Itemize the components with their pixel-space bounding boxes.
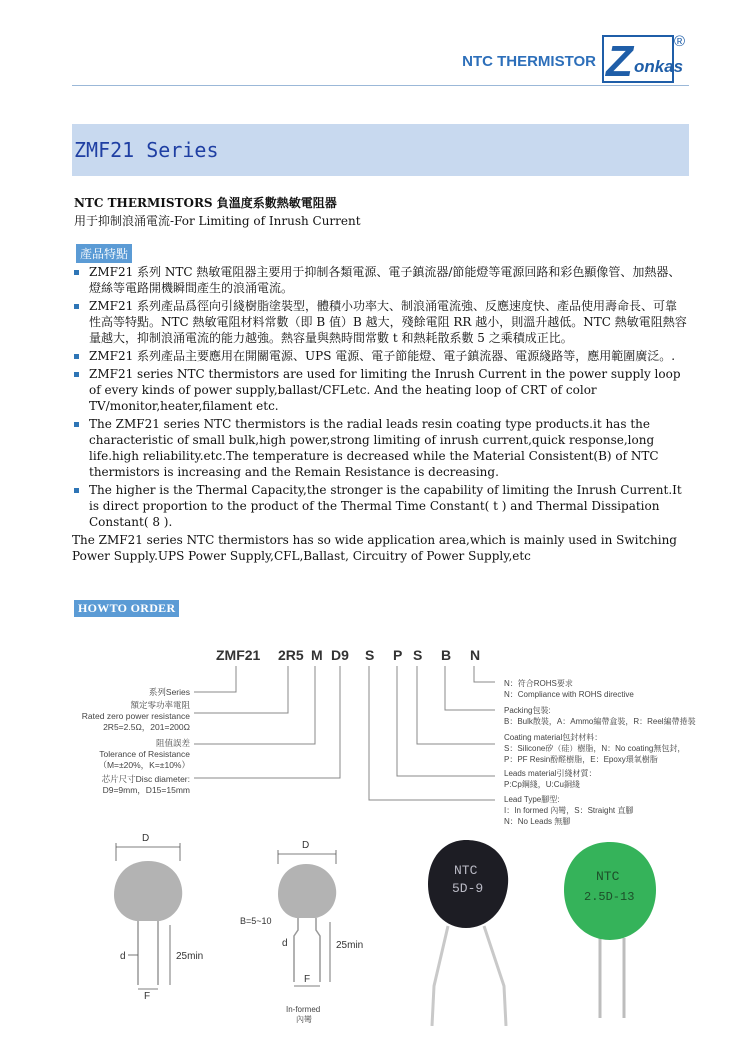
zonkas-logo — [602, 30, 695, 86]
series-title: ZMF21 Series — [74, 138, 219, 162]
label-coating: Coating material包封材料： — [504, 733, 603, 742]
bullet-icon — [74, 422, 79, 427]
bullet-icon — [74, 354, 79, 359]
how-to-order-tag: HOWTO ORDER — [74, 600, 179, 617]
disc-gray — [114, 861, 182, 921]
features-tag: 產品特點 — [76, 244, 132, 263]
label-lead-type-options-2: N：No Leads 無腳 — [504, 817, 571, 826]
label-packing: Packing包裝: — [504, 706, 551, 715]
label-coating-options-1: S：Silicone矽（硅）樹脂，N：No coating無包封， — [504, 744, 686, 753]
disc-gray-2 — [278, 864, 336, 918]
dim-length-label: 25min — [176, 951, 204, 962]
code-packing: B — [441, 647, 452, 663]
label-disc: 芯片尺寸Disc diameter: — [101, 774, 190, 784]
dim-lead-dia-label: d — [120, 951, 126, 962]
bullet-icon — [74, 488, 79, 493]
product-subtitle-2: 用于抑制浪涌電流-For Limiting of Inrush Current — [74, 214, 361, 228]
informed-lead-drawing — [240, 832, 380, 1032]
label-rohs-cn: N：符合ROHS要求 — [504, 679, 573, 688]
dim-b-label: B=5~10 — [240, 916, 272, 926]
label-coating-options-2: P：PF Resin酚醛樹脂，E：Epoxy環氧樹脂 — [504, 755, 658, 764]
logo-letter: Z — [606, 37, 633, 86]
code-lead-material: P — [393, 647, 403, 663]
straight-lead-drawing — [100, 825, 230, 1005]
black-disc-text-1: NTC — [454, 863, 478, 878]
bullet-icon — [74, 304, 79, 309]
registered-mark: ® — [674, 33, 686, 50]
code-lead-type: S — [365, 647, 375, 663]
label-lead-type-options-1: I：In formed 內彎，S：Straight 直腳 — [504, 806, 634, 815]
green-disc-text-1: NTC — [596, 869, 620, 884]
label-series: 系列Series — [148, 687, 190, 697]
brand-text: NTC THERMISTOR — [462, 52, 596, 70]
bullet-icon — [74, 372, 79, 377]
list-item: ZMF21 系列產品爲徑向引綫樹脂塗裝型，體積小功率大、制浪涌電流強、反應速度快、產品使用壽命長、可靠性高等特點。NTC 熱敏電阻材料常數（即 B 值）B 越大，殘餘電阻 RR 越小，則溫升越低。NTC 熱敏電阻熱容量越大，抑制浪涌電流的能力越強。熱容量與熱時間常數 t 和熱耗散系數 5 之乘積成正比。 — [72, 298, 689, 346]
label-lead-type: Lead Type腳型: — [504, 795, 560, 804]
label-tolerance-example: （M=±20%，K=±10%） — [98, 760, 190, 770]
bullet-icon — [74, 270, 79, 275]
product-subtitle: NTC THERMISTORS 負溫度系數熱敏電阻器 — [74, 196, 337, 210]
label-rated-en: Rated zero power resistance — [81, 711, 190, 721]
list-item: The higher is the Thermal Capacity,the stronger is the capability of limiting the Inrush Current.It is direct proportion to the product of the Thermal Time Constant( t ) and Thermal Dissipation Constant( 8 ). — [72, 482, 689, 530]
brand-header — [462, 30, 695, 86]
dim-lead-dia-label-2: d — [282, 938, 288, 949]
code-tolerance: M — [311, 647, 323, 663]
code-rohs: N — [470, 647, 481, 663]
features-list — [72, 264, 689, 564]
code-resistance: 2R5 — [278, 647, 304, 663]
label-rated-cn: 額定零功率電阻 — [130, 700, 190, 710]
closing-paragraph: The ZMF21 series NTC thermistors has so wide application area,which is mainly used in Switching Power Supply.UPS Power Supply,CFL,Ballast, Circuitry of Power Supply,etc — [72, 533, 677, 563]
dim-f-label: F — [144, 991, 151, 1002]
label-leads-material: Leads material引綫材質： — [504, 769, 597, 778]
label-rated-example: 2R5=2.5Ω，201=200Ω — [103, 722, 190, 732]
informed-label: In-formed — [286, 1005, 321, 1014]
label-disc-example: D9=9mm，D15=15mm — [102, 785, 190, 795]
label-leads-material-options: P:Cp鋼綫，U:Cu銅綫 — [504, 780, 581, 789]
label-tolerance-en: Tolerance of Resistance — [99, 749, 190, 759]
code-disc: D9 — [331, 647, 349, 663]
dim-d-label: D — [142, 833, 150, 844]
logo-text: onkas — [634, 57, 684, 76]
ordering-code-diagram — [60, 640, 710, 805]
code-coating: S — [413, 647, 423, 663]
dim-f-label-2: F — [304, 974, 311, 985]
header-rule — [72, 85, 689, 86]
green-disc-text-2: 2.5D-13 — [584, 890, 635, 904]
label-rohs-en: N：Compliance with ROHS directive — [504, 690, 634, 699]
black-disc-text-2: 5D-9 — [452, 881, 484, 896]
informed-label-cn: 內彎 — [296, 1015, 312, 1024]
lead-type-options — [504, 805, 633, 827]
list-item: The ZMF21 series NTC thermistors is the radial leads resin coating type products.it has the characteristic of small bulk,high power,strong limiting of inrush current,quick response,long life.high reliability.etc.The temperature is decreased while the Material Consistent(B) of NTC thermistors is increasing and the Remain Resistance is decreasing. — [72, 416, 689, 480]
label-packing-options: B：Bulk散裝，A：Ammo編帶盒裝，R：Reel編帶捲裝 — [504, 717, 696, 726]
label-tolerance-cn: 阻值誤差 — [155, 738, 190, 748]
green-thermistor-photo — [560, 838, 660, 1028]
list-item: ZMF21 series NTC thermistors are used for limiting the Inrush Current in the power supply loop of every kinds of power supply,ballast/CFLetc. And the heating loop of CRT of color TV/monitor,heater,filament etc. — [72, 366, 689, 414]
list-item: ZMF21 系列 NTC 熱敏電阻器主要用于抑制各類電源、電子鎮流器/節能燈等電源回路和彩色顯像管、加熱器、燈絲等電路開機瞬間產生的浪涌電流。 — [72, 264, 689, 296]
black-thermistor-photo — [420, 836, 520, 1026]
dim-d-label-2: D — [302, 840, 310, 851]
code-series: ZMF21 — [216, 647, 261, 663]
list-item: ZMF21 系列產品主要應用在開關電源、UPS 電源、電子節能燈、電子鎮流器、電源綫路等，應用範圍廣泛。. — [72, 348, 689, 364]
dim-length-label-2: 25min — [336, 940, 364, 951]
